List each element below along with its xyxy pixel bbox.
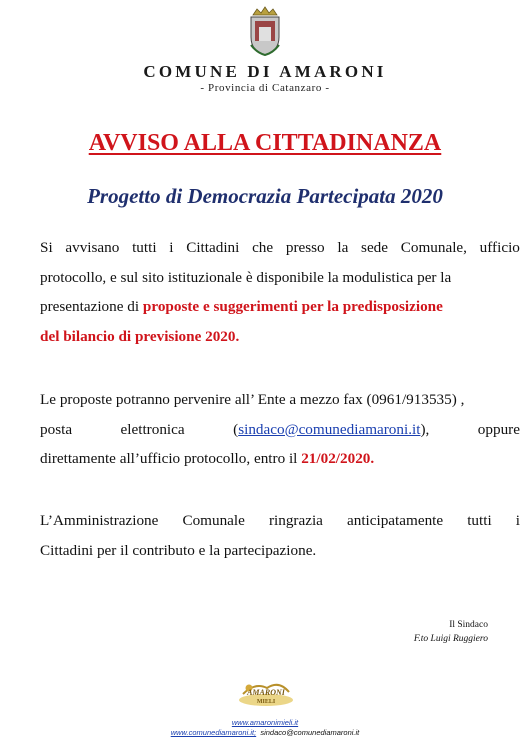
para3-line1: L’Amministrazione Comunale ringrazia anticipatamente tutti i [40,512,520,529]
para3-line2: Cittadini per il contributo e la partecipazione. [40,541,317,559]
paragraph-announcement [40,233,520,351]
deadline-date: 21/02/2020. [301,450,375,467]
email-link[interactable]: sindaco@comunediamaroni.it [238,420,421,438]
highlight-budget: del bilancio di previsione 2020. [40,327,240,345]
svg-text:MIELI: MIELI [256,699,276,705]
org-name: COMUNE DI AMARONI [143,62,387,81]
signature-block [414,618,488,646]
footer-email[interactable]: sindaco@comunediamaroni.it [260,728,360,737]
paragraph-submission [40,385,520,474]
project-title: Progetto di Democrazia Partecipata 2020 [87,184,443,208]
footer [0,718,530,738]
org-province: - Provincia di Catanzaro - [200,82,330,94]
para2-line3: direttamente all’ufficio protocollo, entro il 21/02/2020. [40,450,375,467]
coat-of-arms-icon [245,5,285,57]
para2-line2: posta elettronica (sindaco@comunediamaroni.it), oppure [40,420,520,438]
amaroni-mieli-logo [235,676,297,712]
notice-title: AVVISO ALLA CITTADINANZA [88,130,442,156]
para1-line1: Si avvisano tutti i Cittadini che presso la sede Comunale, ufficio [40,239,520,256]
signature-name: F.to Luigi Ruggiero [413,634,488,644]
para1-line3: presentazione di proposte e suggerimenti per la predisposizione [40,298,443,315]
footer-link-mieli[interactable]: www.amaronimieli.it [231,718,299,727]
svg-text:AMARONI: AMARONI [247,688,285,697]
highlight-proposals: proposte e suggerimenti per la predisposizione [142,298,443,315]
para2-line1: Le proposte potranno pervenire all’ Ente a mezzo fax (0961/913535) , [40,391,465,408]
paragraph-thanks [40,506,520,565]
footer-link-comune[interactable]: www.comunediamaroni.it; [170,728,257,737]
para1-line2: protocollo, e sul sito istituzionale è disponibile la modulistica per la [40,268,452,286]
signature-role: Il Sindaco [449,620,488,630]
